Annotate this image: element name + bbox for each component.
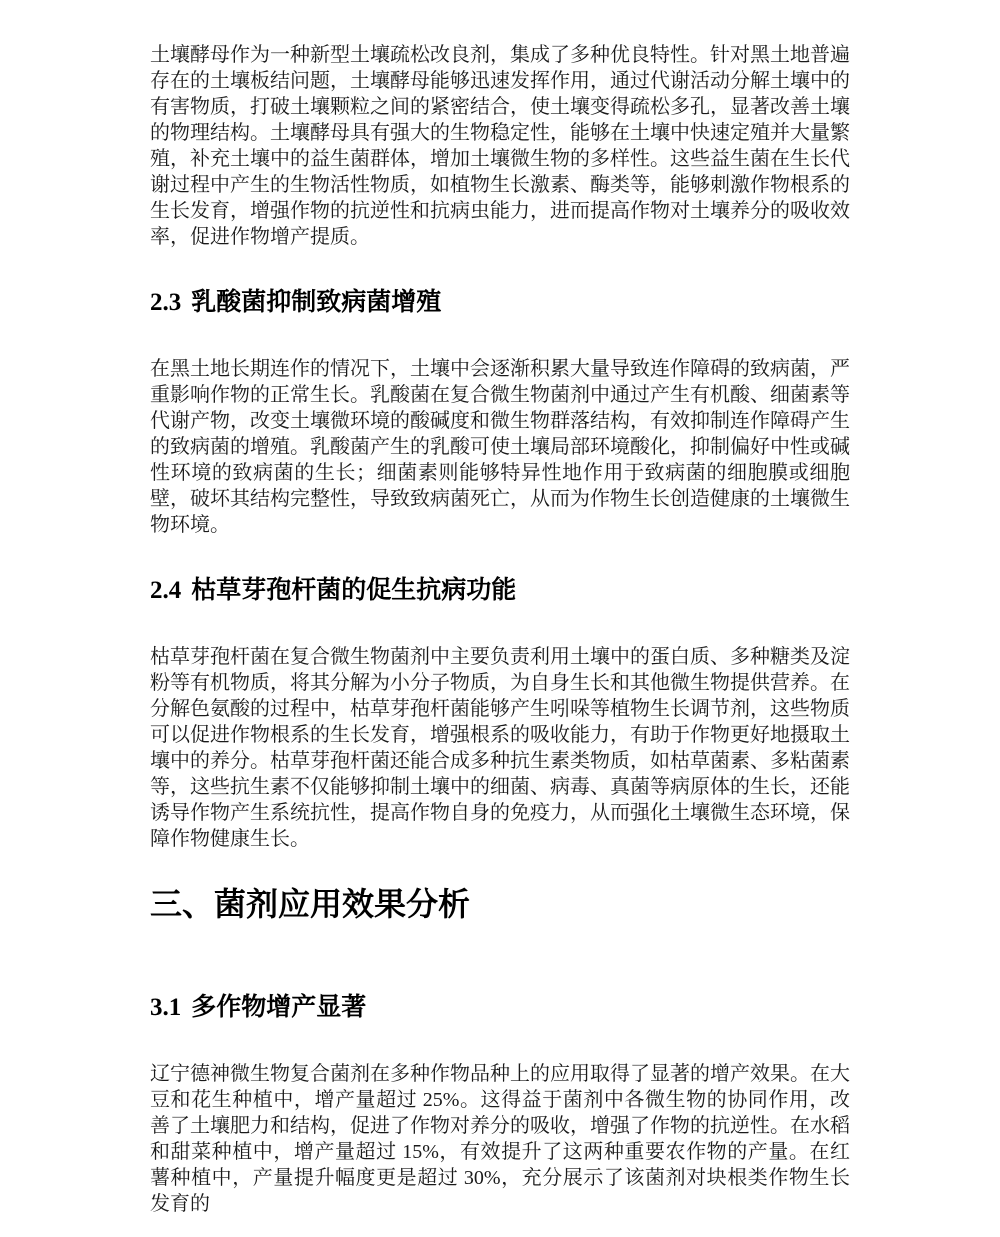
heading-2-4-number: 2.4 bbox=[150, 577, 182, 604]
paragraph-soil-yeast-intro: 土壤酵母作为一种新型土壤疏松改良剂，集成了多种优良特性。针对黑土地普遍存在的土壤板结问题，土壤酵母能够迅速发挥作用，通过代谢活动分解土壤中的有害物质，打破土壤颗粒之间的紧密结合，使土壤变得疏松多孔，显著改善土壤的物理结构。土壤酵母具有强大的生物稳定性，能够在土壤中快速定殖并大量繁殖，补充土壤中的益生菌群体，增加土壤微生物的多样性。这些益生菌在生长代谢过程中产生的生物活性物质，如植物生长激素、酶类等，能够刺激作物根系的生长发育，增强作物的抗逆性和抗病虫能力，进而提高作物对土壤养分的吸收效率，促进作物增产提质。 bbox=[150, 44, 850, 248]
heading-3-1 bbox=[150, 993, 850, 1023]
paragraph-yield-increase: 辽宁德神微生物复合菌剂在多种作物品种上的应用取得了显著的增产效果。在大豆和花生种植中，增产量超过 25%。这得益于菌剂中各微生物的协同作用，改善了土壤肥力和结构，促进了作物对养分的吸收，增强了作物的抗逆性。在水稻和甜菜种植中，增产量超过 15%，有效提升了这两种重要农作物的产量。在红薯种植中，产量提升幅度更是超过 30%，充分展示了该菌剂对块根类作物生长发育的 bbox=[150, 1063, 850, 1215]
paragraph-lactic-acid-bacteria: 在黑土地长期连作的情况下，土壤中会逐渐积累大量导致连作障碍的致病菌，严重影响作物的正常生长。乳酸菌在复合微生物菌剂中通过产生有机酸、细菌素等代谢产物，改变土壤微环境的酸碱度和微生物群落结构，有效抑制连作障碍产生的致病菌的增殖。乳酸菌产生的乳酸可使土壤局部环境酸化，抑制偏好中性或碱性环境的致病菌的生长；细菌素则能够特异性地作用于致病菌的细胞膜或细胞壁，破坏其结构完整性，导致致病菌死亡，从而为作物生长创造健康的土壤微生物环境。 bbox=[150, 358, 850, 536]
heading-2-4-title: 枯草芽孢杆菌的促生抗病功能 bbox=[191, 577, 517, 604]
paragraph-bacillus-subtilis: 枯草芽孢杆菌在复合微生物菌剂中主要负责利用土壤中的蛋白质、多种糖类及淀粉等有机物质，将其分解为小分子物质，为自身生长和其他微生物提供营养。在分解色氨酸的过程中，枯草芽孢杆菌能够产生吲哚等植物生长调节剂，这些物质可以促进作物根系的生长发育，增强根系的吸收能力，有助于作物更好地摄取土壤中的养分。枯草芽孢杆菌还能合成多种抗生素类物质，如枯草菌素、多粘菌素等，这些抗生素不仅能够抑制土壤中的细菌、病毒、真菌等病原体的生长，还能诱导作物产生系统抗性，提高作物自身的免疫力，从而强化土壤微生态环境，保障作物健康生长。 bbox=[150, 646, 850, 850]
heading-2-3-title: 乳酸菌抑制致病菌增殖 bbox=[191, 289, 442, 316]
heading-2-3 bbox=[150, 288, 850, 318]
heading-3-1-title: 多作物增产显著 bbox=[191, 994, 367, 1021]
heading-3-1-number: 3.1 bbox=[150, 994, 182, 1021]
heading-2-4 bbox=[150, 576, 850, 606]
heading-2-3-number: 2.3 bbox=[150, 289, 182, 316]
chapter-heading-application-effect: 三、菌剂应用效果分析 bbox=[150, 886, 471, 922]
